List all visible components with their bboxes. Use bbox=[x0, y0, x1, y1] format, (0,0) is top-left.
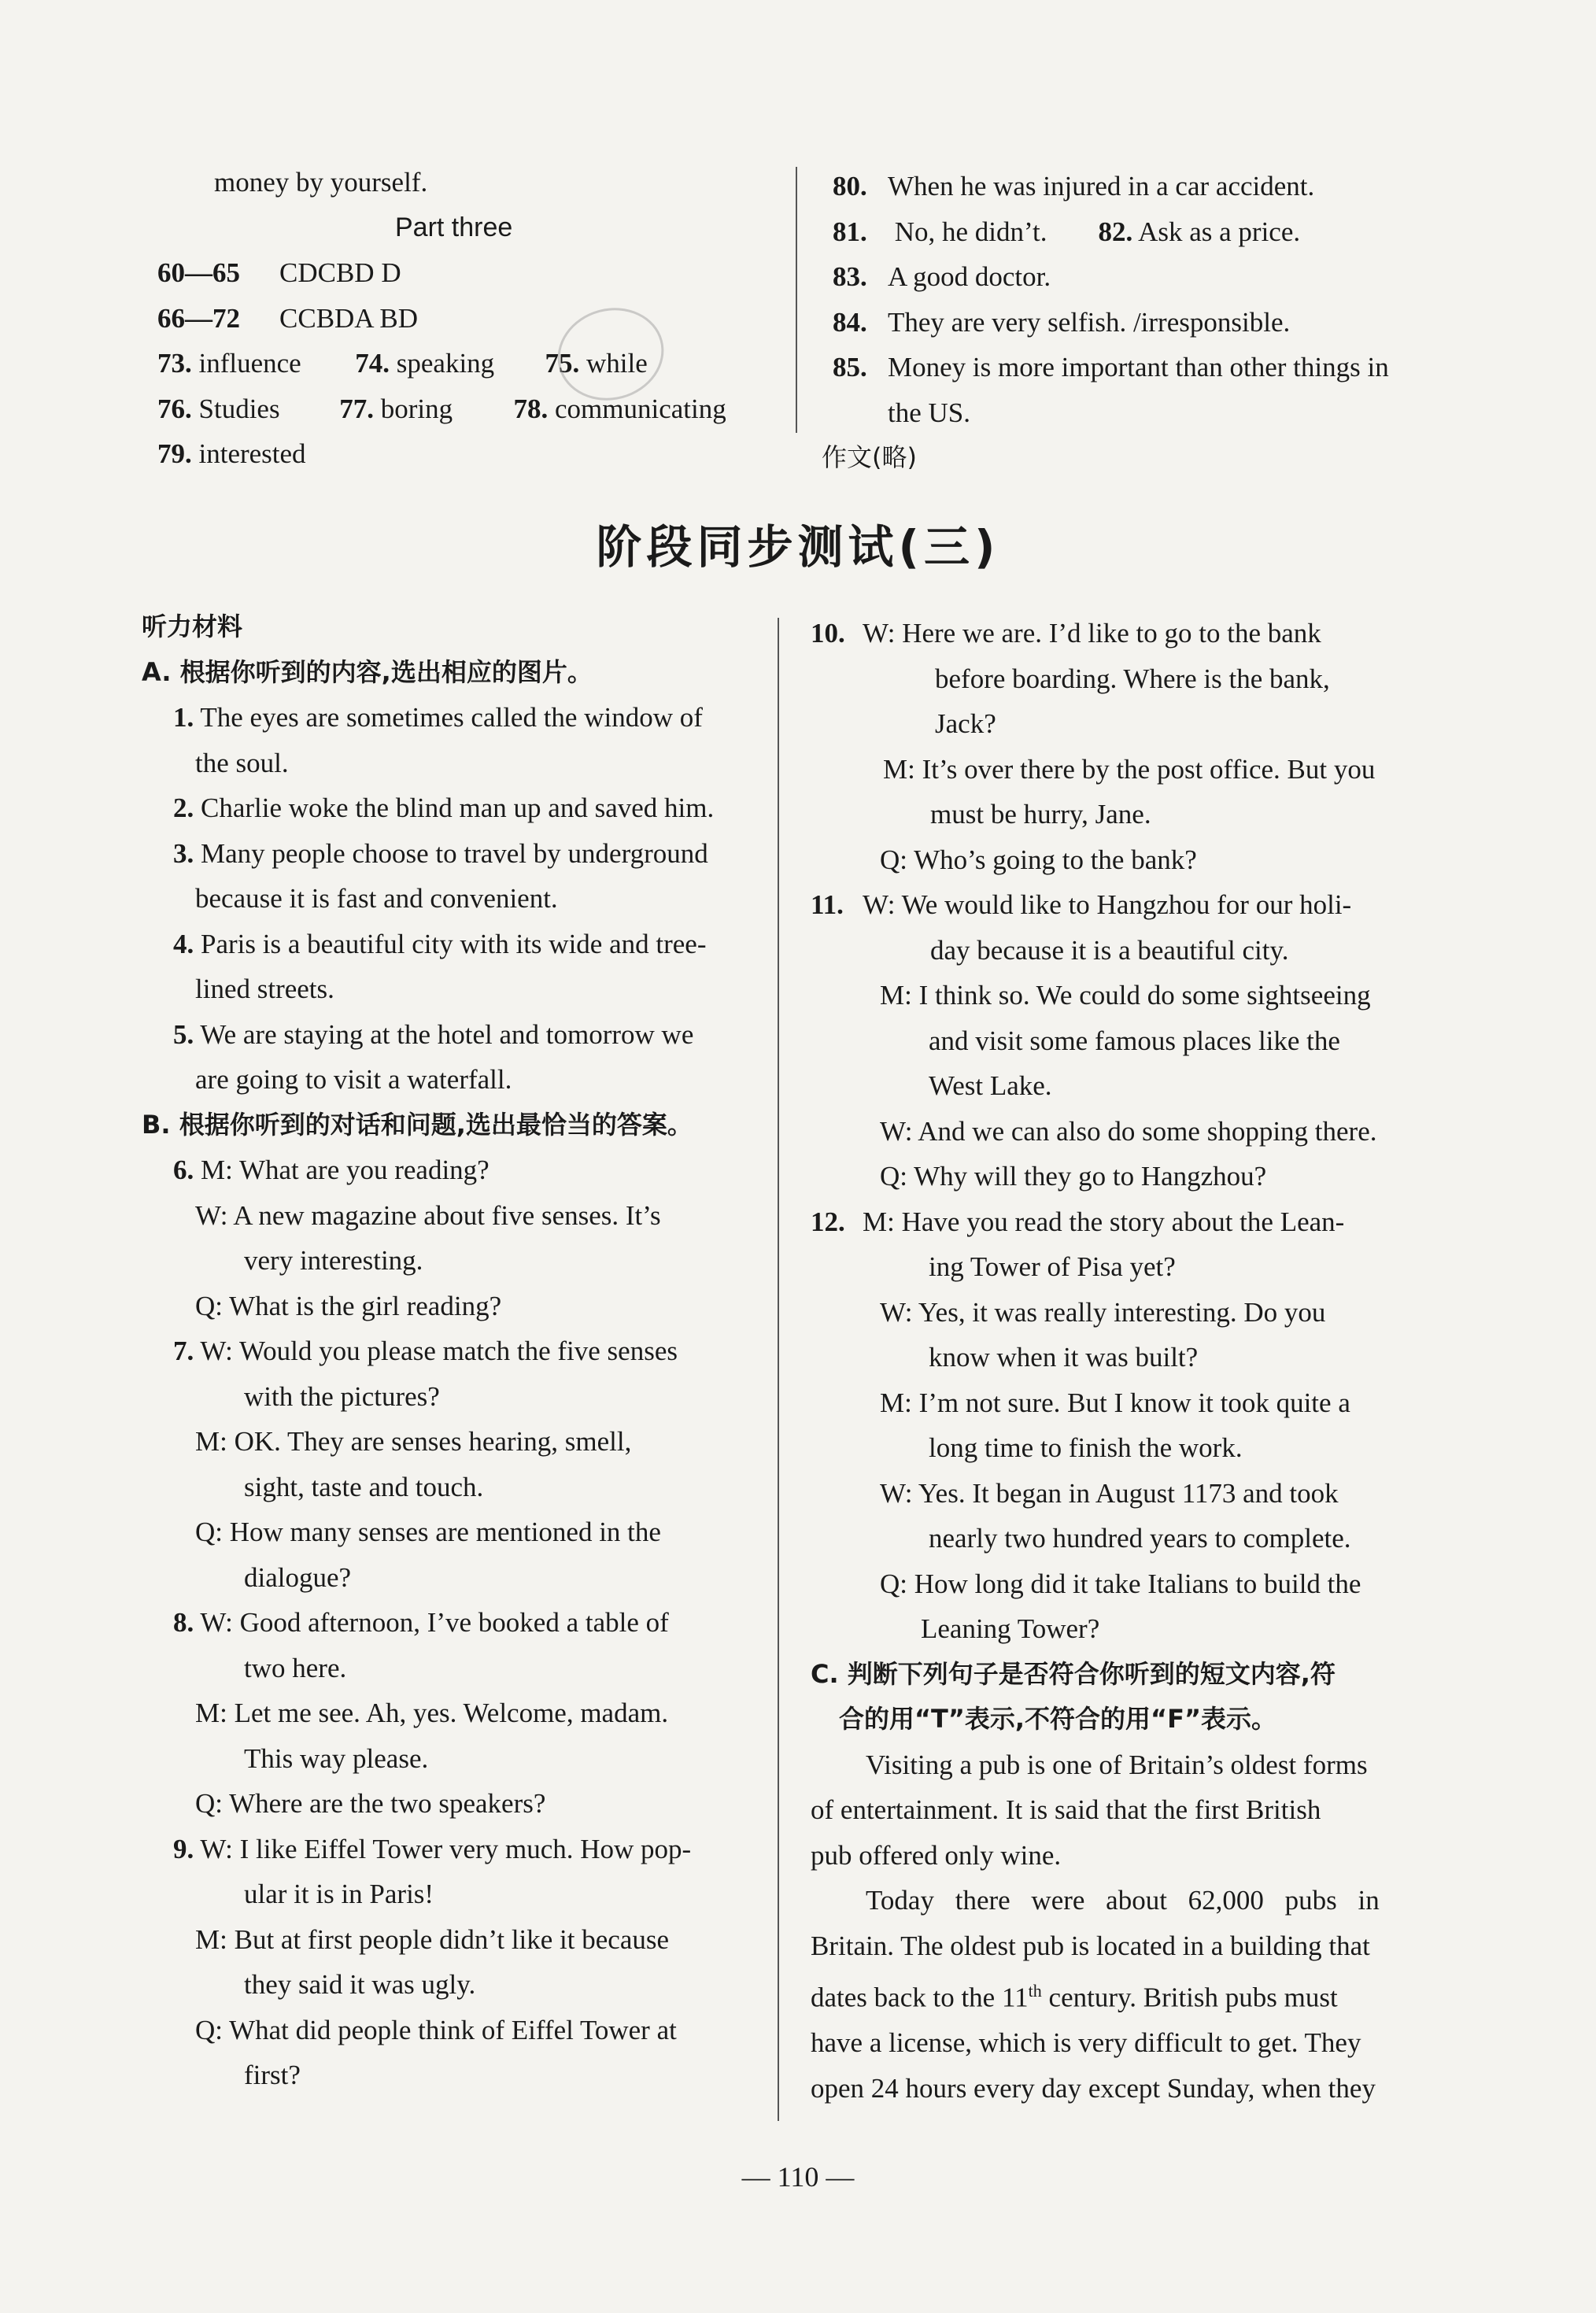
q-text: Q: Why will they go to Hangzhou? bbox=[880, 1161, 1267, 1192]
q-text: M: What are you reading? bbox=[201, 1155, 490, 1185]
answer: speaking bbox=[396, 348, 495, 379]
page-number: — 110 — bbox=[741, 2161, 855, 2193]
q-num: 83. bbox=[833, 261, 867, 292]
q-num: 5. bbox=[173, 1018, 194, 1050]
q-text: are going to visit a waterfall. bbox=[195, 1064, 512, 1095]
q-text: very interesting. bbox=[244, 1245, 423, 1276]
q-text: Q: Who’s going to the bank? bbox=[880, 844, 1197, 875]
q-num: 8. bbox=[173, 1607, 194, 1638]
answer: Ask as a price. bbox=[1138, 216, 1301, 247]
essay-note: 作文(略) bbox=[822, 442, 917, 472]
section-c-instruction-cont: 合的用“T”表示,不符合的用“F”表示。 bbox=[839, 1704, 1276, 1734]
q-text: ular it is in Paris! bbox=[244, 1879, 434, 1909]
q-num: 2. bbox=[173, 793, 194, 823]
main-left-column bbox=[142, 604, 763, 2098]
q-text: long time to finish the work. bbox=[929, 1432, 1243, 1463]
q-text: with the pictures? bbox=[244, 1380, 440, 1412]
q-text: West Lake. bbox=[929, 1070, 1052, 1101]
superscript: th bbox=[1028, 1981, 1042, 2001]
column-divider-main bbox=[778, 618, 779, 2121]
q-num: 84. bbox=[833, 306, 867, 338]
q-text: Q: Where are the two speakers? bbox=[195, 1788, 546, 1819]
paragraph-text: dates back to the 11 bbox=[811, 1982, 1029, 2013]
q-text: know when it was built? bbox=[929, 1342, 1199, 1373]
q-num: 1. bbox=[173, 702, 194, 733]
q-text: the soul. bbox=[195, 747, 289, 778]
line: money by yourself. bbox=[214, 167, 428, 198]
q-num: 79. bbox=[157, 438, 192, 469]
q-num: 6. bbox=[173, 1155, 194, 1185]
section-c-instruction: C. 判断下列句子是否符合你听到的短文内容,符 bbox=[811, 1658, 1336, 1689]
range-label: 60—65 bbox=[157, 257, 240, 288]
q-text: must be hurry, Jane. bbox=[930, 799, 1151, 830]
section-title: 阶段同步测试(三) bbox=[596, 520, 1000, 574]
answer: Studies bbox=[198, 393, 280, 424]
q-text: W: We would like to Hangzhou for our holi- bbox=[863, 889, 1352, 920]
top-left-column bbox=[157, 160, 771, 477]
q-text: M: I’m not sure. But I know it took quite a bbox=[880, 1387, 1350, 1418]
q-text: two here. bbox=[244, 1652, 347, 1683]
q-text: M: I think so. We could do some sightseeing bbox=[880, 980, 1371, 1011]
answers: CDCBD D bbox=[279, 257, 401, 288]
q-num: 85. bbox=[833, 352, 867, 382]
q-num: 81. bbox=[833, 216, 867, 247]
q-num: 75. bbox=[545, 348, 580, 379]
paragraph-line: of entertainment. It is said that the first British bbox=[811, 1794, 1321, 1825]
q-text: lined streets. bbox=[195, 974, 334, 1004]
answer: influence bbox=[198, 348, 301, 379]
paragraph-line: open 24 hours every day except Sunday, when they bbox=[811, 2072, 1376, 2104]
q-text: dialogue? bbox=[244, 1561, 352, 1593]
q-text: M: But at first people didn’t like it because bbox=[195, 1923, 670, 1955]
q-text: We are staying at the hotel and tomorrow we bbox=[200, 1018, 694, 1050]
answer: communicating bbox=[555, 393, 726, 424]
part-three-heading: Part three bbox=[395, 212, 513, 242]
answer: They are very selfish. /irresponsible. bbox=[888, 306, 1291, 338]
q-text: W: A new magazine about five senses. It’s bbox=[195, 1199, 661, 1231]
q-num: 3. bbox=[173, 837, 194, 869]
paragraph-text: century. British pubs must bbox=[1041, 1982, 1338, 2013]
q-text: day because it is a beautiful city. bbox=[930, 934, 1289, 966]
q-text: sight, taste and touch. bbox=[244, 1471, 484, 1502]
q-text: nearly two hundred years to complete. bbox=[929, 1523, 1351, 1554]
range-label: 66—72 bbox=[157, 302, 240, 334]
q-num: 9. bbox=[173, 1833, 194, 1864]
q-num: 11. bbox=[811, 889, 844, 920]
q-text: Q: What did people think of Eiffel Tower at bbox=[195, 2014, 677, 2045]
answer-cont: the US. bbox=[888, 397, 970, 428]
q-num: 77. bbox=[339, 393, 374, 424]
paragraph-line: have a license, which is very difficult to get. They bbox=[811, 2027, 1361, 2059]
column-divider-top bbox=[796, 167, 797, 433]
q-text: W: Here we are. I’d like to go to the bank bbox=[863, 618, 1321, 648]
q-text: before boarding. Where is the bank, bbox=[935, 663, 1330, 694]
q-text: Jack? bbox=[935, 708, 996, 739]
answer: When he was injured in a car accident. bbox=[888, 171, 1315, 201]
paragraph-line: Today there were about 62,000 pubs in bbox=[866, 1885, 1380, 1916]
answer: boring bbox=[380, 393, 453, 424]
q-text: they said it was ugly. bbox=[244, 1969, 476, 2000]
q-text: W: Yes, it was really interesting. Do you bbox=[880, 1296, 1326, 1328]
q-text: Many people choose to travel by underground bbox=[201, 837, 708, 869]
q-num: 78. bbox=[513, 393, 549, 424]
q-text: M: It’s over there by the post office. But you bbox=[883, 753, 1376, 785]
q-num: 73. bbox=[157, 348, 192, 379]
q-text: Q: How long did it take Italians to build the bbox=[880, 1568, 1361, 1599]
q-text: ing Tower of Pisa yet? bbox=[929, 1251, 1176, 1282]
q-num: 82. bbox=[1098, 216, 1133, 247]
q-text: Q: What is the girl reading? bbox=[195, 1290, 502, 1321]
q-text: This way please. bbox=[244, 1742, 429, 1774]
q-text: The eyes are sometimes called the window of bbox=[200, 702, 703, 733]
answer: A good doctor. bbox=[888, 261, 1051, 292]
q-num: 76. bbox=[157, 393, 192, 424]
q-num: 12. bbox=[811, 1206, 845, 1237]
q-text: M: Have you read the story about the Lean- bbox=[863, 1206, 1345, 1237]
q-num: 4. bbox=[173, 928, 194, 959]
q-text: W: I like Eiffel Tower very much. How pop- bbox=[200, 1833, 692, 1864]
answer: interested bbox=[198, 438, 306, 469]
q-text: Charlie woke the blind man up and saved him. bbox=[201, 793, 715, 823]
paragraph-line: Britain. The oldest pub is located in a building that bbox=[811, 1930, 1370, 1961]
q-num: 10. bbox=[811, 618, 845, 648]
q-num: 7. bbox=[173, 1336, 194, 1366]
paragraph-line: pub offered only wine. bbox=[811, 1839, 1062, 1871]
paragraph-line: Visiting a pub is one of Britain’s oldest forms bbox=[866, 1749, 1368, 1780]
q-text: and visit some famous places like the bbox=[929, 1025, 1340, 1056]
q-text: W: And we can also do some shopping there. bbox=[880, 1115, 1377, 1147]
answer: while bbox=[586, 348, 648, 379]
q-text: W: Would you please match the five senses bbox=[200, 1336, 678, 1366]
answer: Money is more important than other things in bbox=[888, 352, 1389, 382]
answer: No, he didn’t. bbox=[894, 216, 1047, 247]
q-text: Q: How many senses are mentioned in the bbox=[195, 1517, 661, 1547]
listening-heading: 听力材料 bbox=[142, 612, 243, 641]
section-b-instruction: B. 根据你听到的对话和问题,选出最恰当的答案。 bbox=[142, 1109, 693, 1140]
q-text: first? bbox=[244, 2060, 301, 2090]
top-right-column bbox=[822, 164, 1454, 481]
q-text: M: Let me see. Ah, yes. Welcome, madam. bbox=[195, 1698, 669, 1728]
q-text: M: OK. They are senses hearing, smell, bbox=[195, 1426, 632, 1457]
q-text: because it is fast and convenient. bbox=[195, 883, 558, 914]
q-text: W: Good afternoon, I’ve booked a table of bbox=[200, 1607, 669, 1638]
q-num: 74. bbox=[355, 348, 390, 379]
q-num: 80. bbox=[833, 171, 867, 201]
main-right-column bbox=[811, 611, 1440, 2111]
q-text: W: Yes. It began in August 1173 and took bbox=[880, 1477, 1339, 1509]
q-text: Leaning Tower? bbox=[921, 1613, 1100, 1644]
answers: CCBDA BD bbox=[279, 302, 419, 334]
q-text: Paris is a beautiful city with its wide and tree- bbox=[201, 928, 707, 959]
section-a-instruction: A. 根据你听到的内容,选出相应的图片。 bbox=[142, 656, 593, 687]
